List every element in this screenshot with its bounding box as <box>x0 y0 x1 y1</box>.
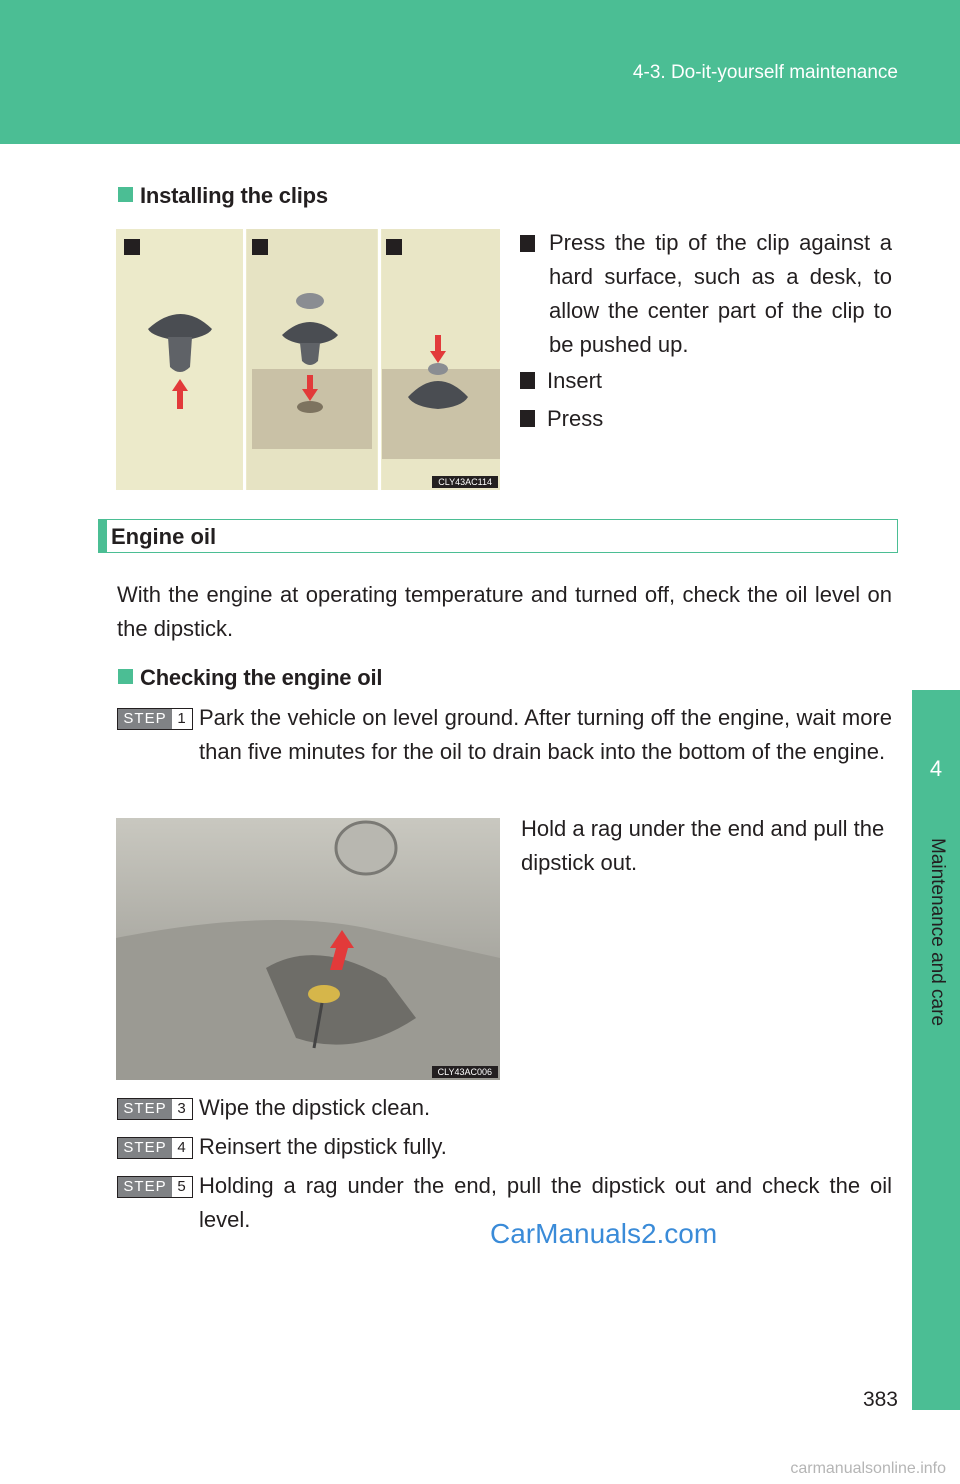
engine-oil-intro: With the engine at operating temperature and turned off, check the oil level on the dipstick. <box>117 582 892 641</box>
step-1-number-icon <box>520 235 535 252</box>
chapter-number: 4 <box>929 756 943 781</box>
clips-drawing <box>116 229 500 490</box>
step-1-text: Park the vehicle on level ground. After turning off the engine, wait more than five minutes for the oil to drain back into the bottom of the engine. <box>199 705 892 764</box>
step-2-number-icon <box>520 372 535 389</box>
dipstick-drawing <box>116 818 500 1080</box>
page-number: 383 <box>862 1388 898 1411</box>
clips-illustration <box>116 229 500 490</box>
panel-3-number-icon <box>386 239 402 255</box>
install-step-3: Press <box>520 402 892 436</box>
section-title: 4-3. Do-it-yourself maintenance <box>632 62 898 83</box>
footer-watermark: carmanualsonline.info <box>790 1460 946 1477</box>
figure-code: CLY43AC114 <box>432 476 498 488</box>
dipstick-photo <box>116 818 500 1080</box>
header-band <box>0 0 960 144</box>
section-stripe <box>99 520 107 552</box>
installing-heading: Installing the clips <box>118 183 328 209</box>
install-step-2: Insert <box>520 364 892 398</box>
install-step-1: Press the tip of the clip against a hard surface, such as a desk, to allow the center part of the clip to be pushed up. <box>520 226 892 362</box>
figure-code: CLY43AC006 <box>432 1066 498 1078</box>
step-3-text: Wipe the dipstick clean. <box>199 1095 431 1120</box>
square-bullet-icon <box>118 187 133 202</box>
panel-2-number-icon <box>252 239 268 255</box>
step-badge-5: STEP 5 <box>117 1176 193 1198</box>
section-title-engine-oil: Engine oil <box>111 524 217 549</box>
checking-heading: Checking the engine oil <box>118 665 382 691</box>
chapter-tab <box>912 690 960 1410</box>
step-4-text: Reinsert the dipstick fully. <box>199 1134 447 1159</box>
step-5-text: Holding a rag under the end, pull the dipstick out and check the oil level. <box>199 1173 892 1232</box>
watermark: CarManuals2.com <box>490 1218 718 1249</box>
square-bullet-icon <box>118 669 133 684</box>
step-badge-3: STEP 3 <box>117 1098 193 1120</box>
step-badge-4: STEP 4 <box>117 1137 193 1159</box>
section-header-engine-oil <box>98 519 898 553</box>
step-3-number-icon <box>520 410 535 427</box>
chapter-title: Maintenance and care <box>927 838 948 1027</box>
panel-1-number-icon <box>124 239 140 255</box>
step-2-text: Hold a rag under the end and pull the dipstick out. <box>521 816 885 875</box>
step-badge-1: STEP 1 <box>117 708 193 730</box>
